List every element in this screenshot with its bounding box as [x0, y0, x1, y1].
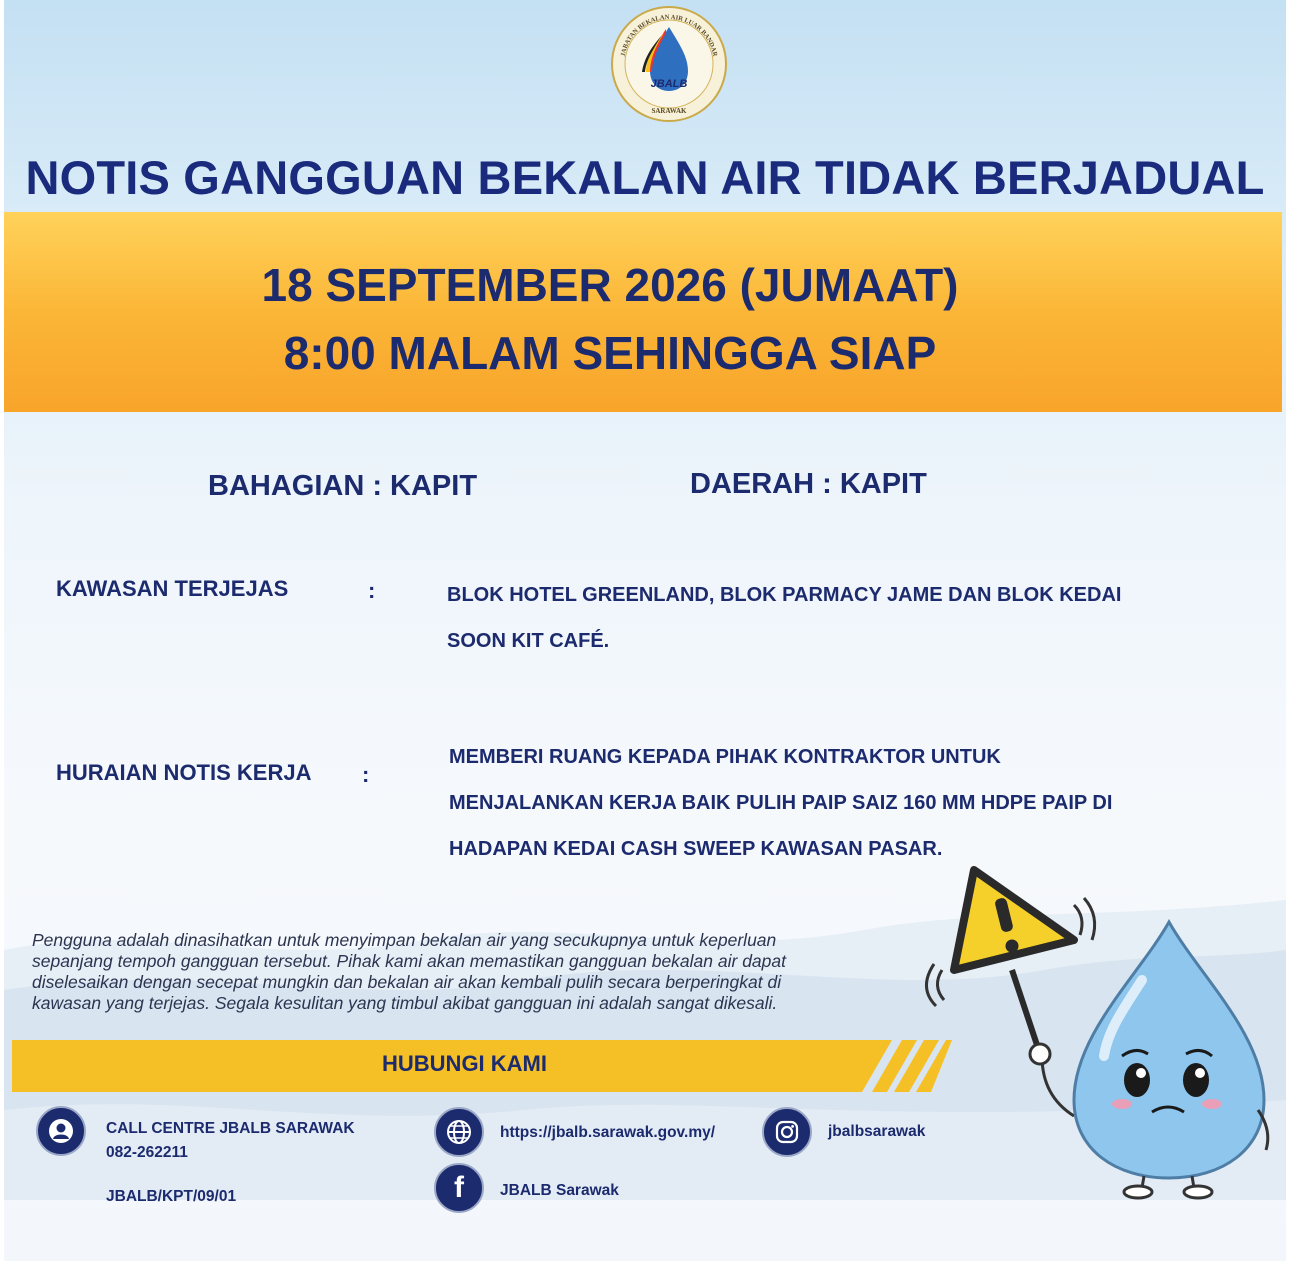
call-centre-phone[interactable]: 082-262211 [106, 1144, 188, 1161]
schedule-date: 18 SEPTEMBER 2026 (JUMAAT) [261, 259, 959, 311]
notice-poster [4, 0, 1286, 1261]
affected-area-label: KAWASAN TERJEJAS [56, 576, 289, 601]
schedule-time: 8:00 MALAM SEHINGGA SIAP [283, 327, 937, 379]
facebook-icon: f [434, 1163, 484, 1213]
page-title: NOTIS GANGGUAN BEKALAN AIR TIDAK BERJADUAL [25, 151, 1265, 204]
advice-line: Pengguna adalah dinasihatkan untuk menyimpan bekalan air yang secukupnya untuk keperluan [32, 930, 777, 950]
work-description-line: MEMBERI RUANG KEPADA PIHAK KONTRAKTOR UNTUK [449, 746, 1001, 768]
logo-state: SARAWAK [651, 107, 687, 115]
instagram-link[interactable]: jbalbsarawak [828, 1123, 926, 1140]
website-link[interactable]: https://jbalb.sarawak.gov.my/ [500, 1124, 716, 1141]
facebook-link[interactable]: JBALB Sarawak [500, 1182, 619, 1199]
affected-area-colon: : [368, 578, 376, 603]
person-icon [36, 1106, 86, 1156]
call-centre-name: CALL CENTRE JBALB SARAWAK [106, 1120, 355, 1137]
affected-area-value [447, 572, 1121, 664]
advice-line: kawasan yang terjejas. Segala kesulitan yang timbul akibat gangguan ini adalah sangat dikesali. [32, 993, 778, 1013]
advice-text [32, 930, 912, 1014]
call-centre-info [106, 1117, 355, 1165]
advice-line: sepanjang tempoh gangguan tersebut. Pihak kami akan memastikan gangguan bekalan air dapat [32, 951, 786, 971]
schedule-band [4, 212, 1282, 412]
work-description-line: MENJALANKAN KERJA BAIK PULIH PAIP SAIZ 160 MM HDPE PAIP DI [449, 792, 1113, 814]
work-description-colon: : [362, 762, 370, 787]
division-label: BAHAGIAN : KAPIT [208, 470, 478, 502]
globe-icon [434, 1107, 484, 1157]
logo-ring-text: JABATAN BEKALAN AIR LUAR BANDAR [619, 13, 719, 58]
logo-name: JBALB [650, 78, 688, 90]
warning-icon [954, 870, 1074, 970]
reference-number: JBALB/KPT/09/01 [106, 1188, 237, 1205]
jbalb-logo [610, 5, 728, 123]
work-description-value [449, 734, 1112, 872]
instagram-icon [762, 1107, 812, 1157]
advice-line: diselesaikan dengan secepat mungkin dan bekalan air akan kembali pulih secara berperingkat di [32, 972, 782, 992]
affected-area-line: SOON KIT CAFÉ. [447, 630, 610, 652]
work-description-label: HURAIAN NOTIS KERJA [56, 760, 312, 785]
district-label: DAERAH : KAPIT [690, 468, 927, 500]
work-description-line: HADAPAN KEDAI CASH SWEEP KAWASAN PASAR. [449, 838, 943, 860]
contact-heading: HUBUNGI KAMI [382, 1051, 547, 1076]
affected-area-line: BLOK HOTEL GREENLAND, BLOK PARMACY JAME DAN BLOK KEDAI [447, 584, 1122, 606]
water-drop-mascot [924, 860, 1286, 1200]
